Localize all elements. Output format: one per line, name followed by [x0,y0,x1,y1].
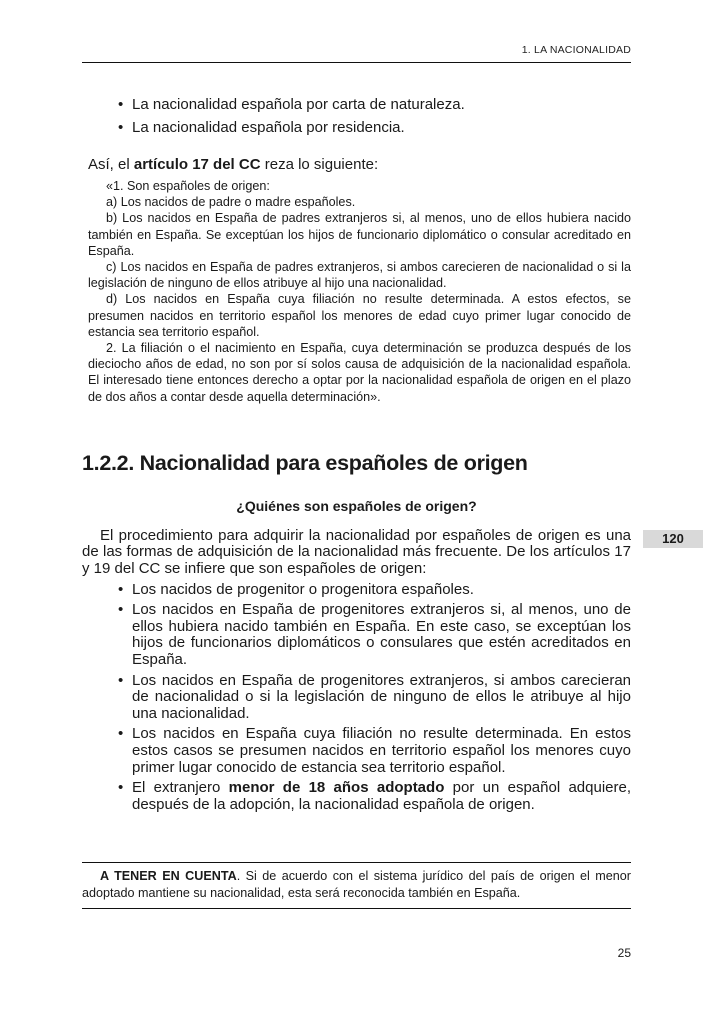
note-label: A TENER EN CUENTA [100,869,237,883]
list-item: • Los nacidos en España de progenitores extranjeros si, al menos, uno de ellos hubiera nacido también en España. En este caso, se exceptúan los hijos de funcionarios diplomáticos o consulares que estén acreditados en España. [118,601,631,668]
bullet-icon: • [118,671,124,689]
header-rule [82,62,631,63]
top-bullet-list [82,96,631,136]
list-item: • El extranjero menor de 18 años adoptado por un español adquiere, después de la adopción, la nacionalidad española de origen. [118,779,631,813]
quote-line: c) Los nacidos en España de padres extranjeros, si ambos carecieren de nacionalidad o si la legislación de ninguno de ellos atribuye al hijo una nacionalidad. [88,260,631,291]
bullet-icon: • [118,779,124,797]
list-item: • La nacionalidad española por carta de naturaleza. [118,96,465,113]
quote-line: b) Los nacidos en España de padres extranjeros si, al menos, uno de ellos hubiera nacido también en España. Se exceptúan los hijos de funcionario diplomático o consular acreditado en España. [88,211,631,258]
running-header: 1. LA NACIONALIDAD [521,44,631,56]
list-item: • La nacionalidad española por residencia. [118,119,405,136]
list-item: • Los nacidos en España de progenitores extranjeros, si ambos carecieran de nacionalidad o si la legislación de ninguno de ellos le atribuye al hijo una nacionalidad. [118,671,631,722]
bullet-icon: • [118,601,124,619]
bullet-icon: • [118,725,124,743]
note-box [82,862,631,909]
bullet-icon: • [118,580,124,598]
bullet-icon: • [118,119,124,136]
origin-bullet-list [82,582,631,814]
quote-line: a) Los nacidos de padre o madre españoles. [106,195,356,210]
bullet-icon: • [118,96,124,113]
note-text: A TENER EN CUENTA. Si de acuerdo con el sistema jurídico del país de origen el menor adoptado mantiene su nacionalidad, esta será reconocida también en España. [82,869,632,900]
list-item: • Los nacidos en España cuya filiación no resulte determinada. En estos estos casos se presumen nacidos en territorio español los menores cuyo primer lugar conocido de estancia sea territorio español. [118,725,631,776]
main-text [82,96,631,817]
quote-line: 2. La filiación o el nacimiento en España, cuya determinación se produzca después de los dieciocho años de edad, no son por sí solos causa de adquisición de la nacionalidad española. El interesado tiene entonces derecho a optar por la nacionalidad española de origen en el plazo de dos años a contar desde aquella determinación». [88,341,631,404]
legal-quote [82,178,631,405]
quote-line: d) Los nacidos en España cuya filiación no resulte determinada. A estos efectos, se presumen nacidos en territorio español los menores de edad cuyo primer lugar conocido de estancia sea territorio español. [88,292,631,339]
list-item: • Los nacidos de progenitor o progenitora españoles. [118,580,474,598]
marginal-number-badge: 120 [643,530,703,548]
intro-paragraph: Así, el artículo 17 del CC reza lo siguiente: [88,156,379,173]
adopted-minor-bold: menor de 18 años adoptado [228,779,445,797]
subheading: ¿Quiénes son españoles de origen? [236,497,477,514]
quote-line: «1. Son españoles de origen: [106,179,270,193]
page-number: 25 [617,946,631,960]
section-title: 1.2.2. Nacionalidad para españoles de origen [82,450,528,475]
body-paragraph: El procedimiento para adquirir la nacionalidad por españoles de origen es una de las formas de adquisición de la nacionalidad más frecuente. De los artículos 17 y 19 del CC se infiere que son españoles de origen: [82,526,631,578]
intro-bold: artículo 17 del CC [133,156,261,173]
